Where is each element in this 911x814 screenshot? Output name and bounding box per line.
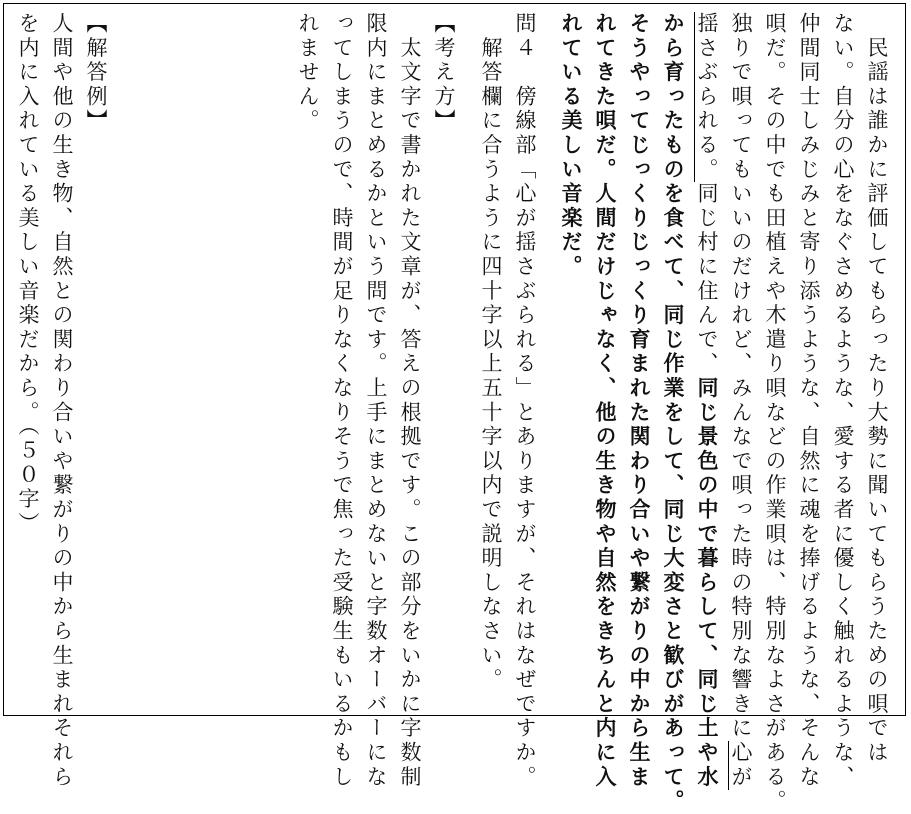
underlined-phrase-start: 心が xyxy=(729,741,753,790)
passage-line-8: そうやってじっくりじっくり育まれた関わり合いや繋がりの中から生ま xyxy=(627,12,652,790)
document-frame xyxy=(3,3,906,814)
underlined-phrase-end: 揺さぶられる。 xyxy=(695,12,719,183)
answer-heading: 【解答例】 xyxy=(84,12,108,134)
passage-line-4: 唄だ。その中でも田植えや木遣り唄などの作業唄は、特別なよさがある。 xyxy=(763,12,787,814)
passage-line-6: 揺さぶられる。同じ村に住んで、同じ景色の中で暮らして、同じ土や水 xyxy=(695,12,720,790)
passage-line-9: れてきた唄だ。人間だけじゃなく、他の生き物や自然をきちんと内に入 xyxy=(593,12,618,790)
passage-line-7: から育ったものを食べて、同じ作業をして、同じ大変さと歓びがあって。 xyxy=(661,12,686,814)
approach-line-1: 太文字で書かれた文章が、答えの根拠です。この部分をいかに字数制 xyxy=(398,12,422,790)
answer-line-2: を内に入れている美しい音楽だから。（５０字） xyxy=(16,12,40,537)
bold-phrase: 同じ景色の中で暮らして、同じ土や水 xyxy=(695,376,720,790)
question-line-1: 問４ 傍線部「心が揺さぶられる」とありますが、それはなぜですか。 xyxy=(513,12,537,790)
approach-heading: 【考え方】 xyxy=(432,12,456,134)
passage-line-3: 仲間同士しみじみと寄り添うような、自然に魂を捧げるような、そんな xyxy=(797,12,821,790)
approach-line-3: ってしまうので、時間が足りなくなりそうで焦った受験生もいるかもし xyxy=(330,12,354,790)
answer-line-1: 人間や他の生き物、自然との関わり合いや繋がりの中から生まれそれら xyxy=(50,12,74,790)
passage-line-1: 民謡は誰かに評価してもらったり大勢に聞いてもらうための唄では xyxy=(865,12,889,766)
approach-line-4: れません。 xyxy=(296,12,320,134)
passage-line-10: れている美しい音楽だ。 xyxy=(559,12,584,280)
passage-line-5: 独りで唄ってもいいのだけれど、みんなで唄った時の特別な響きに心が xyxy=(729,12,753,790)
passage-line-2: ない。自分の心をなぐさめるような、愛する者に優しく触れるような、 xyxy=(831,12,855,790)
question-line-2: 解答欄に合うように四十字以上五十字以内で説明しなさい。 xyxy=(479,12,503,693)
approach-line-2: 限内にまとめるかという問です。上手にまとめないと字数オーバーにな xyxy=(364,12,388,790)
